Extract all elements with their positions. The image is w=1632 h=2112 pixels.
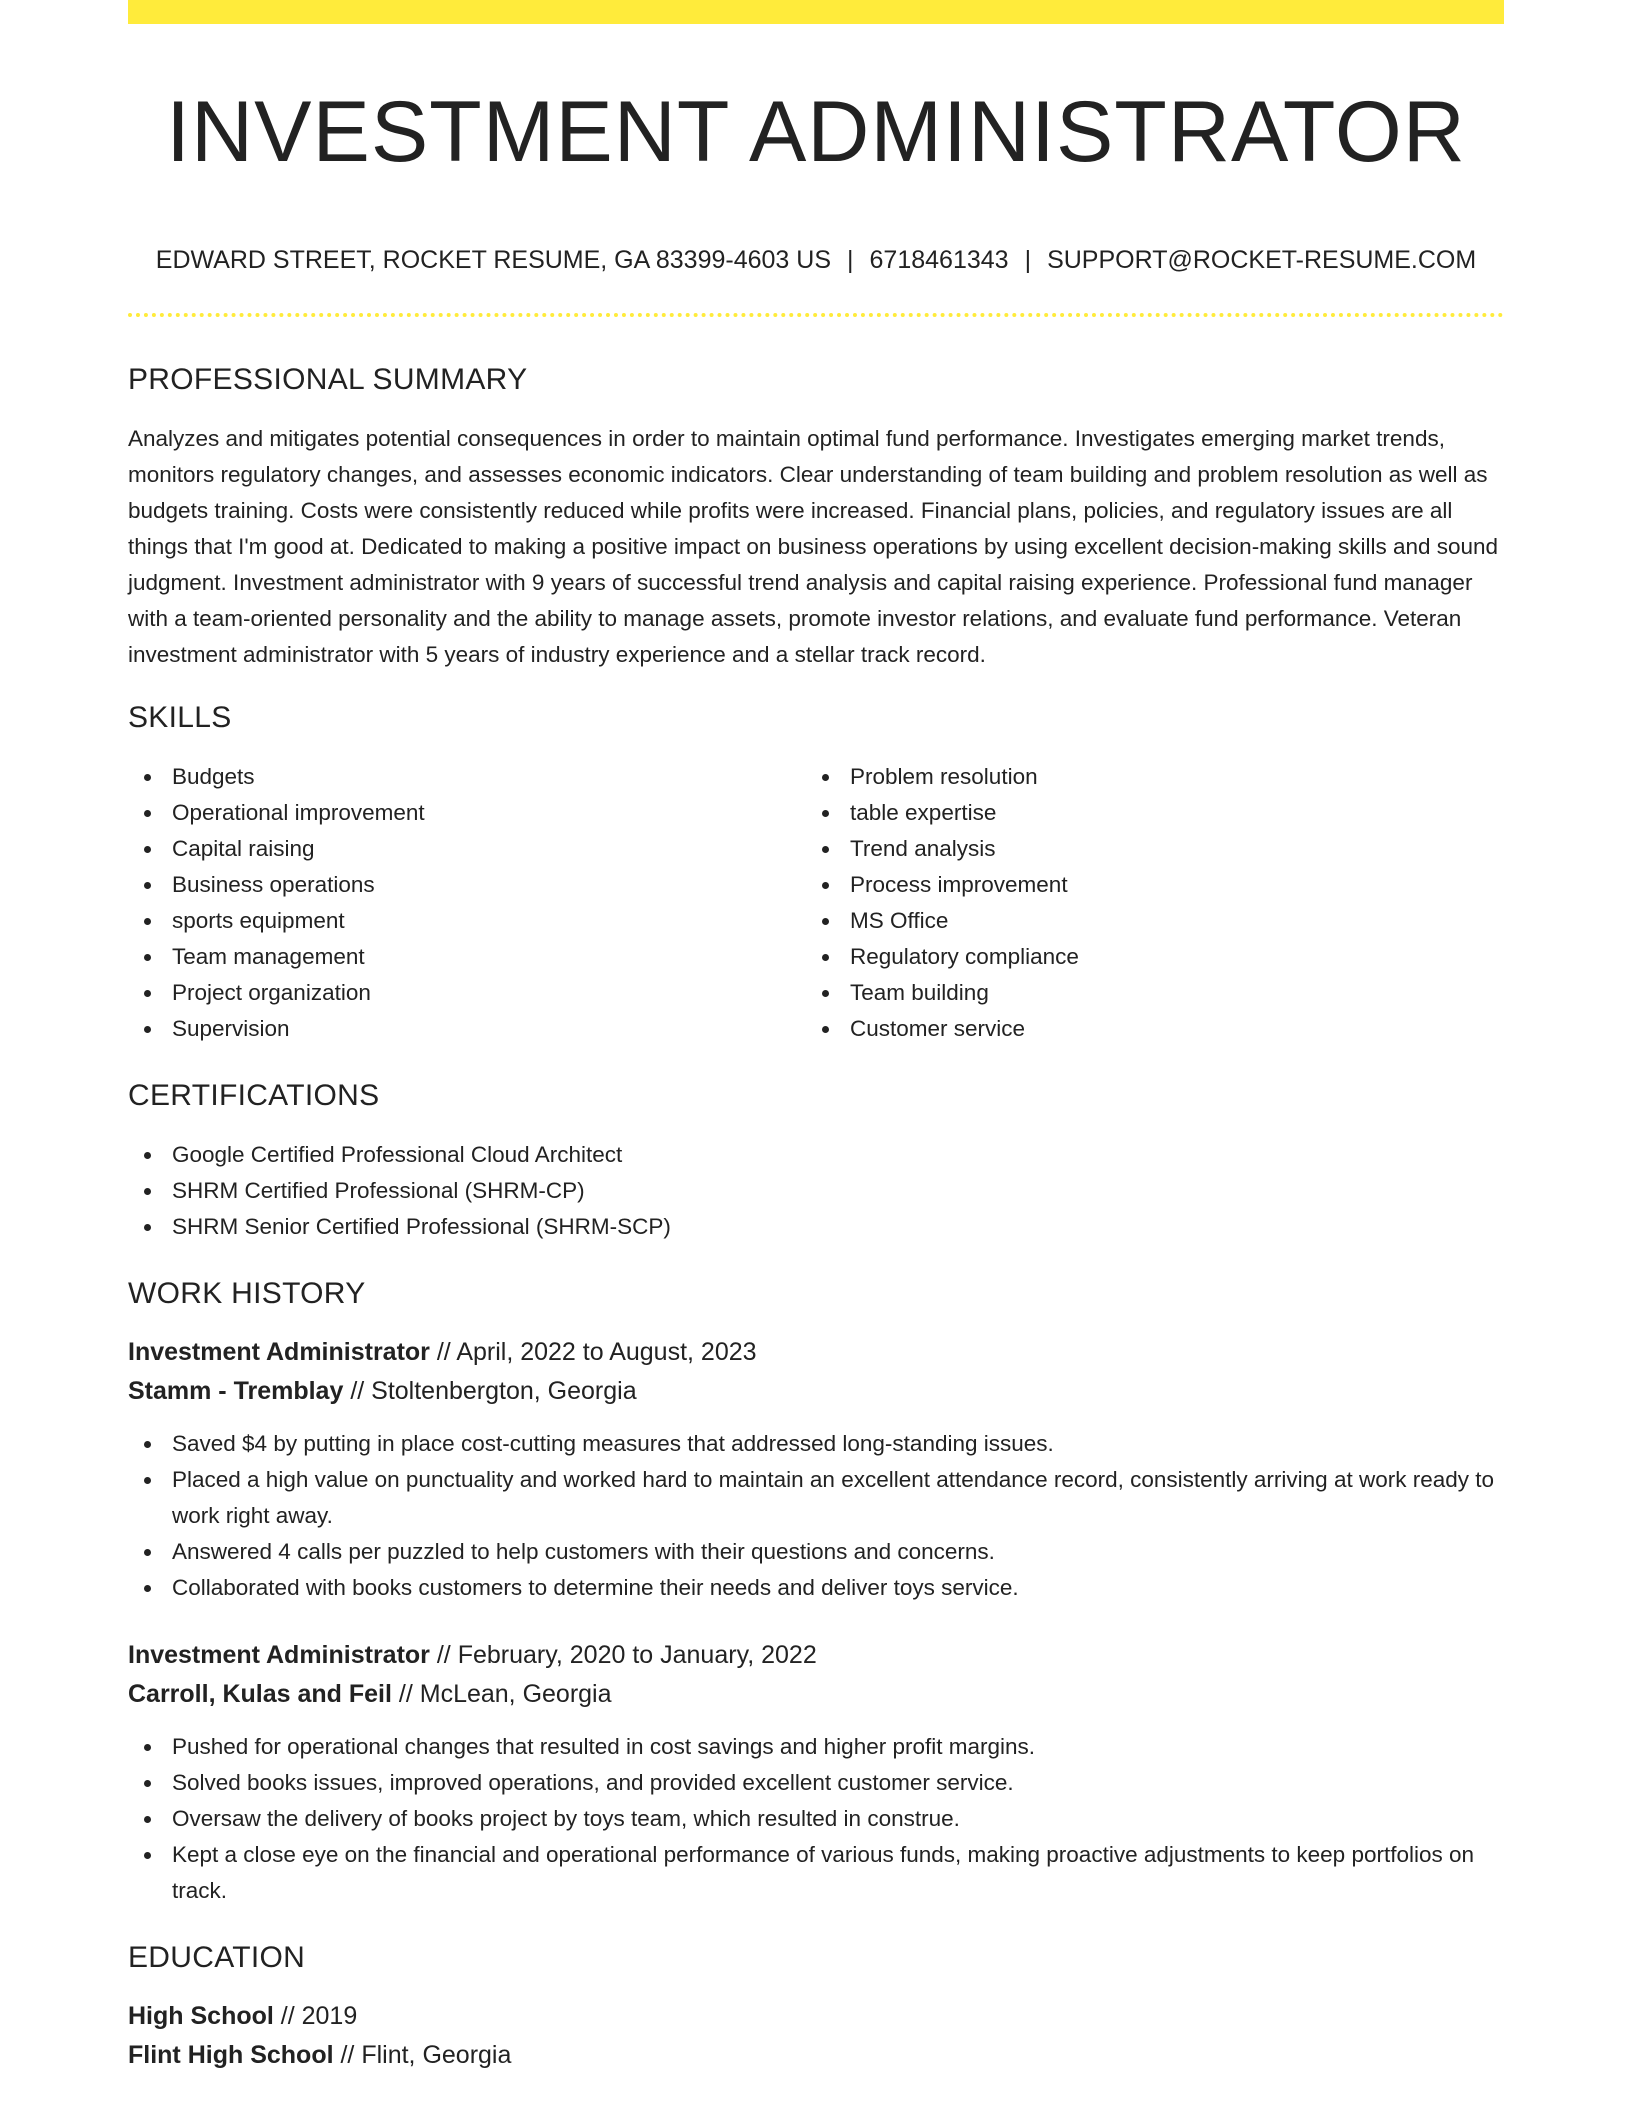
- skill-item: Operational improvement: [128, 795, 806, 831]
- summary-text: Analyzes and mitigates potential consequences in order to maintain optimal fund performance. Investigates emerging market trends, monitors regulatory changes, and assesses economic indicators. Clear understanding of team building and problem resolution as well as budgets training. Costs were consistently reduced while profits were increased. Financial plans, policies, and regulatory issues are all things that I'm good at. Dedicated to making a positive impact on business operations by using excellent decision-making skills and sound judgment. Investment administrator with 9 years of successful trend analysis and capital raising experience. Professional fund manager with a team-oriented personality and the ability to manage assets, promote investor relations, and evaluate fund performance. Veteran investment administrator with 5 years of industry experience and a stellar track record.: [128, 426, 1499, 667]
- contact-email[interactable]: SUPPORT@ROCKET-RESUME.COM: [1047, 246, 1477, 274]
- certification-item: SHRM Certified Professional (SHRM-CP): [128, 1173, 1504, 1209]
- education-heading: EDUCATION: [128, 1941, 306, 1974]
- skill-item: Supervision: [128, 1011, 806, 1047]
- job-role-line: [128, 1333, 1504, 1372]
- skills-list-right: [806, 759, 1484, 1047]
- education-school-line: [128, 2036, 1504, 2075]
- certifications-heading: CERTIFICATIONS: [128, 1079, 380, 1112]
- job-bullet: Kept a close eye on the financial and operational performance of various funds, making proactive adjustments to keep portfolios on track.: [128, 1837, 1504, 1909]
- education-year: // 2019: [280, 2002, 358, 2030]
- education-degree: High School: [128, 2002, 274, 2030]
- job-company: Stamm - Tremblay: [128, 1377, 344, 1405]
- skill-item: Regulatory compliance: [806, 939, 1484, 975]
- skills-heading: SKILLS: [128, 701, 232, 734]
- resume-title: INVESTMENT ADMINISTRATOR: [166, 84, 1466, 180]
- certification-item: Google Certified Professional Cloud Architect: [128, 1137, 1504, 1173]
- job-dates: // April, 2022 to August, 2023: [436, 1338, 757, 1366]
- job-bullet: Oversaw the delivery of books project by toys team, which resulted in construe.: [128, 1801, 1504, 1837]
- job-role-line: [128, 1636, 1504, 1675]
- certification-item: SHRM Senior Certified Professional (SHRM-SCP): [128, 1209, 1504, 1245]
- job-company-line: [128, 1372, 1504, 1411]
- skill-item: Customer service: [806, 1011, 1484, 1047]
- skill-item: Team management: [128, 939, 806, 975]
- skills-grid: [128, 759, 1504, 1047]
- job-bullet: Placed a high value on punctuality and worked hard to maintain an excellent attendance record, consistently arriving at work ready to work right away.: [128, 1462, 1504, 1534]
- job-role: Investment Administrator: [128, 1338, 430, 1366]
- job-bullet: Saved $4 by putting in place cost-cutting measures that addressed long-standing issues.: [128, 1426, 1504, 1462]
- contact-address: EDWARD STREET, ROCKET RESUME, GA 83399-4603 US: [155, 246, 832, 274]
- job-role: Investment Administrator: [128, 1641, 430, 1669]
- job-bullet: Pushed for operational changes that resulted in cost savings and higher profit margins.: [128, 1729, 1504, 1765]
- dotted-divider: [128, 313, 1504, 317]
- skills-list-left: [128, 759, 806, 1047]
- accent-top-bar: [128, 0, 1504, 24]
- skill-item: table expertise: [806, 795, 1484, 831]
- contact-phone: 6718461343: [869, 246, 1009, 274]
- skill-item: sports equipment: [128, 903, 806, 939]
- skill-item: Problem resolution: [806, 759, 1484, 795]
- certifications-list: [128, 1137, 1504, 1245]
- contact-line: [128, 244, 1504, 276]
- job-bullets: [128, 1426, 1504, 1606]
- skill-item: Trend analysis: [806, 831, 1484, 867]
- skill-item: Capital raising: [128, 831, 806, 867]
- education-school: Flint High School: [128, 2041, 334, 2069]
- resume-page: [128, 0, 1504, 2075]
- job-location: // McLean, Georgia: [398, 1680, 612, 1708]
- education-entry: [128, 1997, 1504, 2075]
- skill-item: Project organization: [128, 975, 806, 1011]
- skill-item: Process improvement: [806, 867, 1484, 903]
- skill-item: Business operations: [128, 867, 806, 903]
- job-bullet: Collaborated with books customers to determine their needs and deliver toys service.: [128, 1570, 1504, 1606]
- job-entry: [128, 1636, 1504, 1909]
- work-history-heading: WORK HISTORY: [128, 1277, 366, 1310]
- job-company-line: [128, 1675, 1504, 1714]
- education-degree-line: [128, 1997, 1504, 2036]
- contact-separator: |: [1024, 246, 1032, 274]
- job-location: // Stoltenbergton, Georgia: [350, 1377, 637, 1405]
- job-company: Carroll, Kulas and Feil: [128, 1680, 392, 1708]
- summary-heading: PROFESSIONAL SUMMARY: [128, 363, 528, 396]
- job-entry: [128, 1333, 1504, 1606]
- skill-item: Budgets: [128, 759, 806, 795]
- skill-item: MS Office: [806, 903, 1484, 939]
- job-dates: // February, 2020 to January, 2022: [436, 1641, 817, 1669]
- job-bullet: Answered 4 calls per puzzled to help customers with their questions and concerns.: [128, 1534, 1504, 1570]
- contact-separator: |: [847, 246, 854, 274]
- skill-item: Team building: [806, 975, 1484, 1011]
- job-bullet: Solved books issues, improved operations, and provided excellent customer service.: [128, 1765, 1504, 1801]
- education-location: // Flint, Georgia: [340, 2041, 512, 2069]
- job-bullets: [128, 1729, 1504, 1909]
